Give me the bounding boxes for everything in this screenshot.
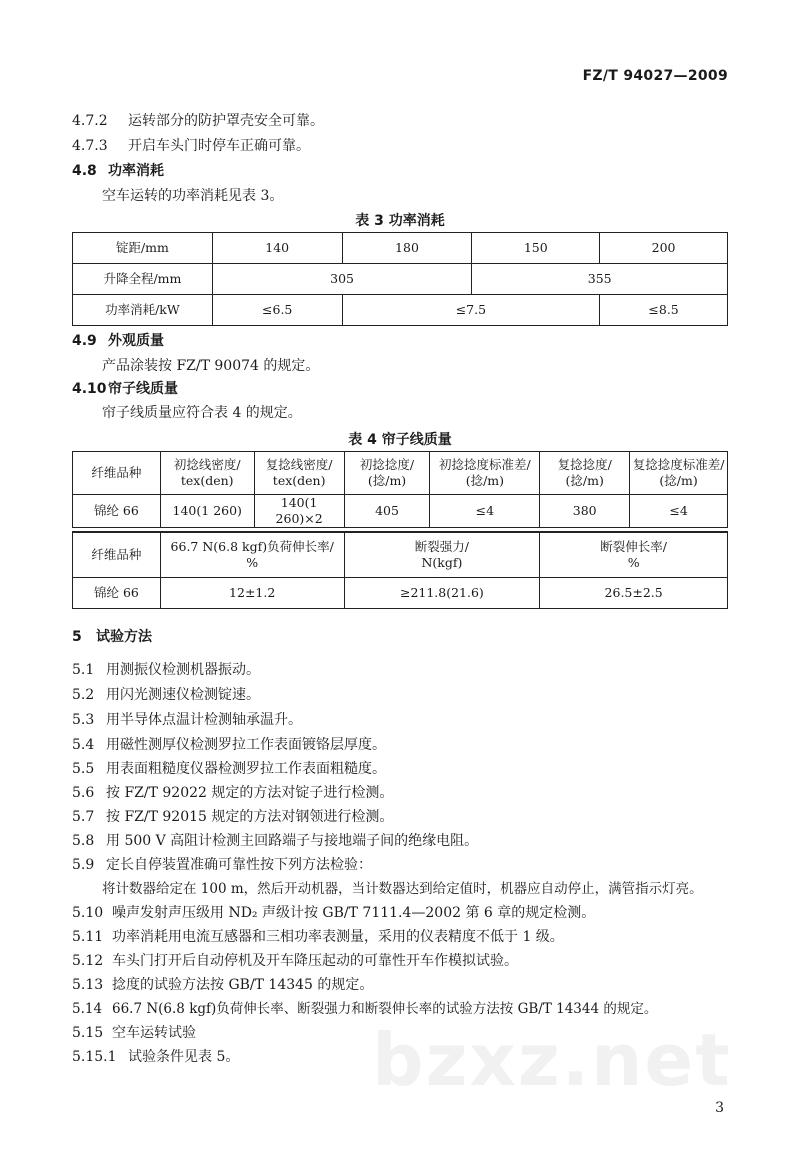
standard-code: FZ/T 94027—2009 <box>582 68 728 84</box>
clause-5-6: 5.6 按 FZ/T 92022 规定的方法对锭子进行检测。 <box>72 785 394 801</box>
column-header: 初捻线密度/ tex(den) <box>160 452 254 495</box>
clause-5-15: 5.15 空车运转试验 <box>72 1025 196 1041</box>
clause-number: 4.10 <box>72 381 107 397</box>
table-4-part-a <box>72 451 728 528</box>
column-header: 初捻捻度标准差/ (捻/m) <box>430 452 540 495</box>
clause-4-7-3 <box>72 137 310 155</box>
clause-5-7: 5.7 按 FZ/T 92015 规定的方法对钢领进行检测。 <box>72 809 394 825</box>
table-cell: 140(1 260)×2 <box>254 495 344 528</box>
column-header: 66.7 N(6.8 kgf)负荷伸长率/ % <box>160 532 344 578</box>
clause-5-15-1: 5.15.1 试验条件见表 5。 <box>72 1049 240 1065</box>
clause-number: 4.8 <box>72 163 97 179</box>
table-cell: 锦纶 66 <box>73 578 161 609</box>
clause-4-10-text <box>102 404 302 422</box>
table-row <box>73 233 728 264</box>
table-cell: ≥211.8(21.6) <box>344 578 540 609</box>
column-header: 复捻捻度/ (捻/m) <box>540 452 630 495</box>
table-cell: 12±1.2 <box>160 578 344 609</box>
table-cell: ≤4 <box>430 495 540 528</box>
clause-5-11: 5.11 功率消耗用电流互感器和三相功率表测量，采用的仪表精度不低于 1 级。 <box>72 929 564 945</box>
table-cell: 26.5±2.5 <box>540 578 728 609</box>
page-number: 3 <box>715 1100 724 1116</box>
table-cell: 200 <box>600 233 728 264</box>
clause-5-1: 5.1 用测振仪检测机器振动。 <box>72 662 260 678</box>
clause-4-7-2 <box>72 112 324 130</box>
clause-5-13: 5.13 捻度的试验方法按 GB/T 14345 的规定。 <box>72 977 374 993</box>
clause-5-9: 5.9 定长自停装置准确可靠性按下列方法检验： <box>72 857 372 873</box>
table-cell: 380 <box>540 495 630 528</box>
row-label: 升降全程/mm <box>73 264 213 295</box>
table-row <box>73 295 728 326</box>
table-4-caption: 表 4 帘子线质量 <box>348 432 452 448</box>
table-row <box>73 578 728 609</box>
table-cell: 140 <box>212 233 342 264</box>
clause-number: 4.7.3 <box>72 138 108 154</box>
table-cell: ≤6.5 <box>212 295 342 326</box>
clause-5-4: 5.4 用磁性测厚仪检测罗拉工作表面镀铬层厚度。 <box>72 737 386 753</box>
clause-5-14: 5.14 66.7 N(6.8 kgf)负荷伸长率、断裂强力和断裂伸长率的试验方法按 GB/T 14344 的规定。 <box>72 1001 658 1017</box>
clause-number: 4.7.2 <box>72 113 108 129</box>
table-row <box>73 264 728 295</box>
clause-title: 帘子线质量 <box>108 381 178 397</box>
table-header-row <box>73 532 728 578</box>
clause-4-9-text <box>102 357 319 375</box>
clause-title: 功率消耗 <box>108 163 164 179</box>
watermark: bzxz.net <box>372 1018 732 1102</box>
table-header-row <box>73 452 728 495</box>
table-4-part-b <box>72 531 728 609</box>
table-cell: 180 <box>342 233 472 264</box>
clause-text: 运转部分的防护罩壳安全可靠。 <box>128 113 324 129</box>
column-header: 复捻线密度/ tex(den) <box>254 452 344 495</box>
table-cell: 150 <box>472 233 600 264</box>
table-cell: 405 <box>344 495 430 528</box>
column-header: 纤维品种 <box>73 452 161 495</box>
table-cell: ≤4 <box>630 495 728 528</box>
column-header: 复捻捻度标准差/ (捻/m) <box>630 452 728 495</box>
table-cell: 305 <box>212 264 472 295</box>
table-cell: ≤7.5 <box>342 295 600 326</box>
clause-4-9-heading <box>72 332 164 350</box>
table-cell: 140(1 260) <box>160 495 254 528</box>
column-header: 初捻捻度/ (捻/m) <box>344 452 430 495</box>
section-title: 试验方法 <box>96 629 152 645</box>
clause-5-3: 5.3 用半导体点温计检测轴承温升。 <box>72 712 302 728</box>
table-row <box>73 495 728 528</box>
clause-4-10-heading <box>72 380 178 398</box>
clause-text: 产品涂装按 FZ/T 90074 的规定。 <box>102 358 320 374</box>
clause-text: 帘子线质量应符合表 4 的规定。 <box>102 405 302 421</box>
clause-5-2: 5.2 用闪光测速仪检测锭速。 <box>72 687 260 703</box>
clause-text: 空车运转的功率消耗见表 3。 <box>102 188 284 204</box>
table-3-power-consumption <box>72 232 728 326</box>
clause-title: 外观质量 <box>108 333 164 349</box>
column-header: 断裂强力/ N(kgf) <box>344 532 540 578</box>
column-header: 断裂伸长率/ % <box>540 532 728 578</box>
table-3-caption: 表 3 功率消耗 <box>355 213 445 229</box>
table-cell: 锦纶 66 <box>73 495 161 528</box>
section-5-heading <box>72 628 152 646</box>
clause-4-8-heading <box>72 162 164 180</box>
clause-5-9-text: 将计数器给定在 100 m，然后开动机器，当计数器达到给定值时，机器应自动停止，满管指示灯亮。 <box>102 881 703 897</box>
clause-text: 开启车头门时停车正确可靠。 <box>128 138 310 154</box>
clause-number: 4.9 <box>72 333 97 349</box>
clause-5-12: 5.12 车头门打开后自动停机及开车降压起动的可靠性开车作模拟试验。 <box>72 953 518 969</box>
clause-4-8-text <box>102 187 283 205</box>
section-number: 5 <box>72 629 82 645</box>
column-header: 纤维品种 <box>73 532 161 578</box>
clause-5-5: 5.5 用表面粗糙度仪器检测罗拉工作表面粗糙度。 <box>72 761 386 777</box>
row-label: 功率消耗/kW <box>73 295 213 326</box>
table-cell: ≤8.5 <box>600 295 728 326</box>
clause-5-8: 5.8 用 500 V 高阻计检测主回路端子与接地端子间的绝缘电阻。 <box>72 833 479 849</box>
table-cell: 355 <box>472 264 728 295</box>
clause-5-10: 5.10 噪声发射声压级用 ND₂ 声级计按 GB/T 7111.4—2002 第 6 章的规定检测。 <box>72 905 596 921</box>
row-label: 锭距/mm <box>73 233 213 264</box>
